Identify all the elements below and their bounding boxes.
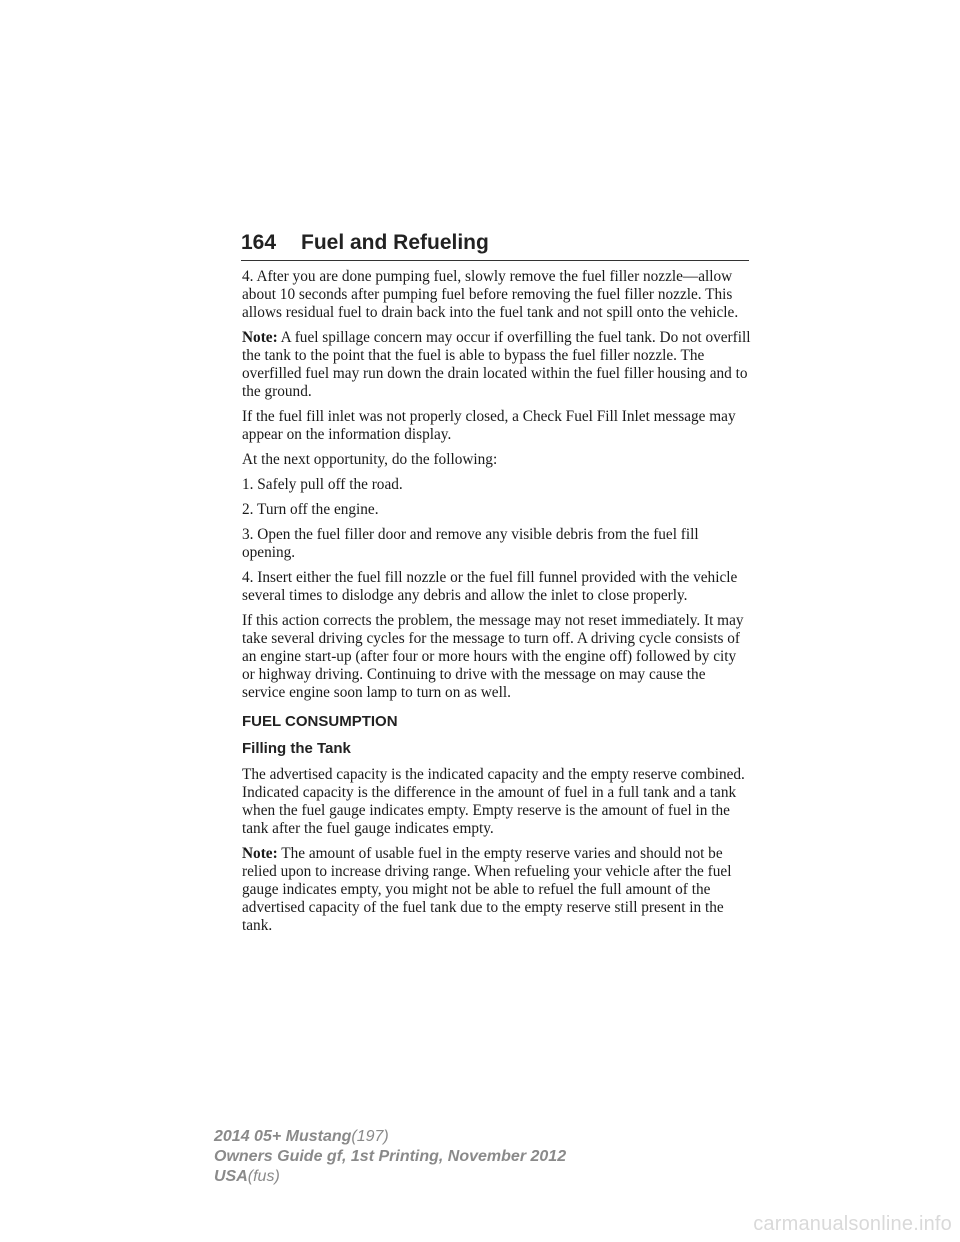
paragraph-reset-message: If this action corrects the problem, the message may not reset immediately. It may take several driving cycles for the message to turn off. A driving cycle consists of an engine start-up (after four or more hours with the engine off) followed by city or highway driving. Continuing to drive with the message on may cause the service engine soon lamp to turn on as well. (242, 612, 744, 701)
paragraph-check-inlet: If the fuel fill inlet was not properly closed, a Check Fuel Fill Inlet message may appear on the information display. (242, 408, 736, 443)
note-label: Note: (242, 329, 278, 346)
note-text: The amount of usable fuel in the empty reserve varies and should not be relied upon to increase driving range. When refueling your vehicle after the fuel gauge indicates empty, you might not be able to refuel the full amount of the advertised capacity of the fuel tank due to the empty reserve still present in the tank. (242, 845, 732, 934)
footer-line-1 (214, 1127, 566, 1147)
note-spillage (242, 329, 752, 401)
page-header (241, 228, 749, 261)
page-footer (214, 1127, 566, 1187)
section-title: Fuel and Refueling (301, 231, 489, 254)
step-2: 2. Turn off the engine. (242, 501, 379, 518)
footer-market: USA (214, 1168, 248, 1185)
footer-model: 2014 05+ Mustang (214, 1128, 352, 1145)
page-body (242, 268, 752, 942)
paragraph-advertised-capacity: The advertised capacity is the indicated capacity and the empty reserve combined. Indicated capacity is the difference in the amount of fuel in a full tank and a tank when the fuel gauge indicates empty. Empty reserve is the amount of fuel in the tank after the fuel gauge indicates empty. (242, 766, 745, 837)
heading-filling-the-tank: Filling the Tank (242, 740, 351, 757)
page-number: 164 (241, 231, 277, 254)
step-3: 3. Open the fuel filler door and remove any visible debris from the fuel fill opening. (242, 526, 699, 561)
step-4: 4. Insert either the fuel fill nozzle or the fuel fill funnel provided with the vehicle several times to dislodge any debris and allow the inlet to close properly. (242, 569, 738, 604)
footer-line-2: Owners Guide gf, 1st Printing, November 2012 (214, 1148, 567, 1165)
footer-line-3 (214, 1167, 566, 1187)
paragraph-remove-nozzle: 4. After you are done pumping fuel, slowly remove the fuel filler nozzle—allow about 10 seconds after pumping fuel before removing the fuel filler nozzle. This allows residual fuel to drain back into the fuel tank and not spill onto the vehicle. (242, 268, 739, 321)
note-empty-reserve (242, 845, 752, 935)
step-1: 1. Safely pull off the road. (242, 476, 403, 493)
heading-fuel-consumption: FUEL CONSUMPTION (242, 713, 398, 730)
note-label: Note: (242, 845, 278, 862)
footer-market-code: (fus) (247, 1168, 280, 1185)
watermark: carmanualsonline.info (753, 1213, 952, 1235)
paragraph-next-opportunity: At the next opportunity, do the following: (242, 451, 498, 468)
note-text: A fuel spillage concern may occur if overfilling the fuel tank. Do not overfill the tank to the point that the fuel is able to bypass the fuel filler nozzle. The overfilled fuel may run down the drain located within the fuel filler housing and to the ground. (242, 329, 751, 400)
footer-model-code: (197) (351, 1128, 389, 1145)
